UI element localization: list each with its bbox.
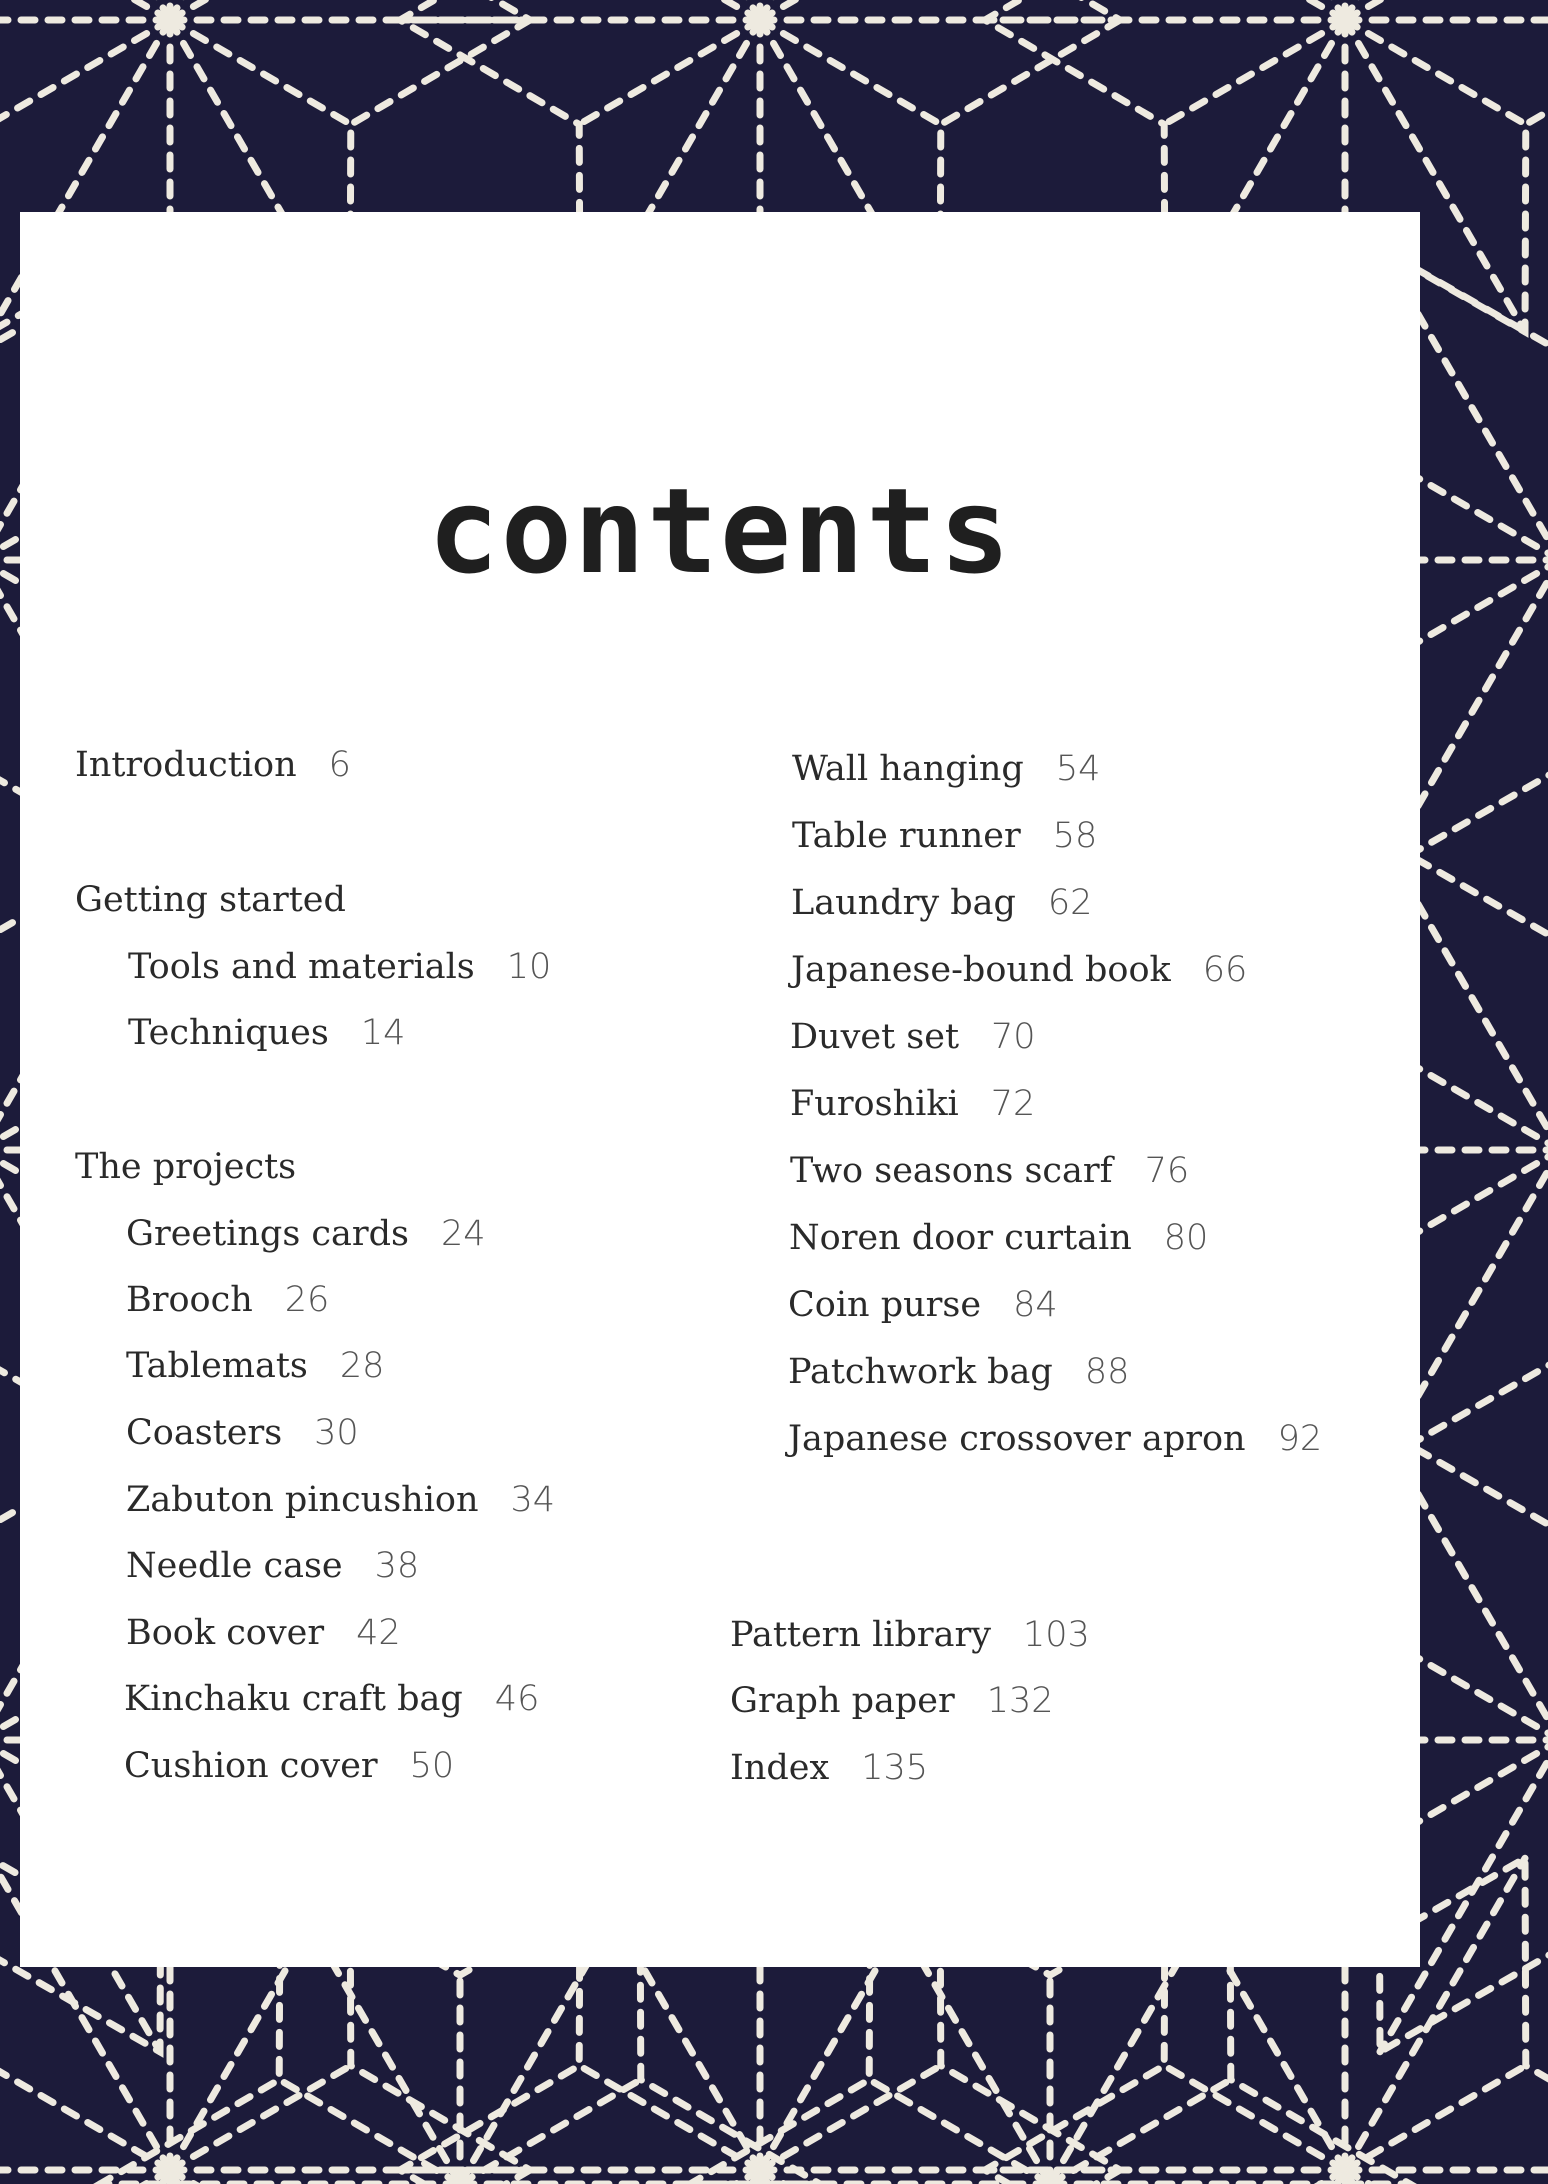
toc-entry-page: 92: [1277, 1419, 1323, 1459]
toc-entry-page: 132: [986, 1681, 1054, 1721]
toc-entry-label: Noren door curtain: [789, 1218, 1132, 1258]
toc-entry-label: Two seasons scarf: [790, 1151, 1113, 1191]
toc-entry-page: 34: [510, 1480, 556, 1520]
toc-entry-label: Introduction: [75, 745, 297, 785]
toc-entry-tools-and-materials: [128, 947, 551, 987]
toc-entry-page: 24: [440, 1214, 486, 1254]
toc-entry-kinchaku-craft-bag: [124, 1679, 539, 1719]
toc-entry-table-runner: [792, 816, 1097, 856]
toc-entry-cushion-cover: [124, 1746, 454, 1786]
toc-entry-page: 46: [494, 1679, 540, 1719]
toc-entry-label: Pattern library: [730, 1615, 991, 1655]
toc-entry-techniques: [128, 1013, 405, 1053]
toc-entry-page: 66: [1202, 950, 1248, 990]
toc-entry-label: Zabuton pincushion: [126, 1480, 479, 1520]
toc-entry-pattern-library: [730, 1615, 1090, 1655]
toc-entry-index: [730, 1748, 928, 1788]
toc-entry-page: 10: [506, 947, 552, 987]
toc-entry-label: Furoshiki: [790, 1084, 959, 1124]
toc-entry-page: 26: [284, 1280, 330, 1320]
toc-section-label: The projects: [75, 1147, 297, 1187]
toc-entry-label: Patchwork bag: [788, 1352, 1053, 1392]
toc-entry-page: 70: [991, 1017, 1036, 1057]
toc-entry-page: 42: [356, 1613, 401, 1653]
toc-entry-label: Kinchaku craft bag: [124, 1679, 463, 1719]
toc-entry-page: 50: [409, 1746, 455, 1786]
toc-entry-label: Book cover: [126, 1613, 325, 1653]
toc-section-label: Getting started: [75, 880, 346, 920]
toc-entry-label: Brooch: [126, 1280, 253, 1320]
toc-entry-page: 88: [1084, 1352, 1130, 1392]
toc-entry-label: Index: [730, 1748, 830, 1788]
toc-entry-coasters: [126, 1413, 359, 1453]
toc-entry-label: Table runner: [792, 816, 1021, 856]
toc-entry-page: 84: [1013, 1285, 1058, 1325]
toc-entry-duvet-set: [790, 1017, 1036, 1057]
toc-entry-label: Techniques: [128, 1013, 329, 1053]
toc-entry-page: 80: [1163, 1218, 1209, 1258]
toc-entry-book-cover: [126, 1613, 401, 1653]
toc-entry-label: Graph paper: [730, 1681, 955, 1721]
toc-entry-patchwork-bag: [788, 1352, 1129, 1392]
toc-entry-page: 103: [1022, 1615, 1090, 1655]
toc-entry-japanese-crossover-apron: [788, 1419, 1322, 1459]
toc-entry-label: Tablemats: [126, 1346, 308, 1386]
toc-entry-label: Wall hanging: [792, 749, 1024, 789]
toc-entry-wall-hanging: [792, 749, 1100, 789]
toc-entry-brooch: [126, 1280, 329, 1320]
toc-entry-page: 62: [1047, 883, 1093, 923]
toc-entry-page: 6: [328, 745, 351, 785]
toc-entry-page: 38: [374, 1546, 420, 1586]
toc-entry-graph-paper: [730, 1681, 1054, 1721]
toc-entry-furoshiki: [790, 1084, 1035, 1124]
toc-entry-tablemats: [126, 1346, 384, 1386]
toc-entry-label: Tools and materials: [128, 947, 475, 987]
toc-section-getting-started: [75, 880, 346, 920]
toc-entry-laundry-bag: [791, 883, 1092, 923]
toc-entry-label: Coin purse: [788, 1285, 982, 1325]
toc-entry-page: 72: [990, 1084, 1036, 1124]
toc-entry-page: 135: [861, 1748, 929, 1788]
toc-entry-zabuton-pincushion: [126, 1480, 555, 1520]
toc-entry-label: Cushion cover: [124, 1746, 378, 1786]
toc-entry-page: 76: [1144, 1151, 1190, 1191]
toc-entry-page: 28: [339, 1346, 385, 1386]
toc-entry-page: 30: [314, 1413, 359, 1453]
toc-entry-page: 14: [360, 1013, 406, 1053]
toc-entry-label: Japanese-bound book: [791, 950, 1171, 990]
toc-entry-coin-purse: [788, 1285, 1058, 1325]
toc-entry-greetings-cards: [126, 1214, 486, 1254]
toc-entry-needle-case: [126, 1546, 419, 1586]
toc-entry-page: 58: [1052, 816, 1098, 856]
toc-entry-japanese-bound-book: [791, 950, 1247, 990]
contents-panel: [20, 212, 1420, 1967]
toc-entry-noren-door-curtain: [789, 1218, 1208, 1258]
toc-entry-label: Needle case: [126, 1546, 343, 1586]
toc-entry-label: Japanese crossover apron: [788, 1419, 1246, 1459]
toc-entry-two-seasons-scarf: [790, 1151, 1189, 1191]
toc-entry-label: Duvet set: [790, 1017, 960, 1057]
toc-entry-label: Laundry bag: [791, 883, 1016, 923]
toc-entry-page: 54: [1055, 749, 1101, 789]
toc-entry-introduction: [75, 745, 351, 785]
page-title: contents: [427, 462, 1013, 600]
toc-section-the-projects: [75, 1147, 296, 1187]
toc-entry-label: Greetings cards: [126, 1214, 409, 1254]
toc-entry-label: Coasters: [126, 1413, 283, 1453]
